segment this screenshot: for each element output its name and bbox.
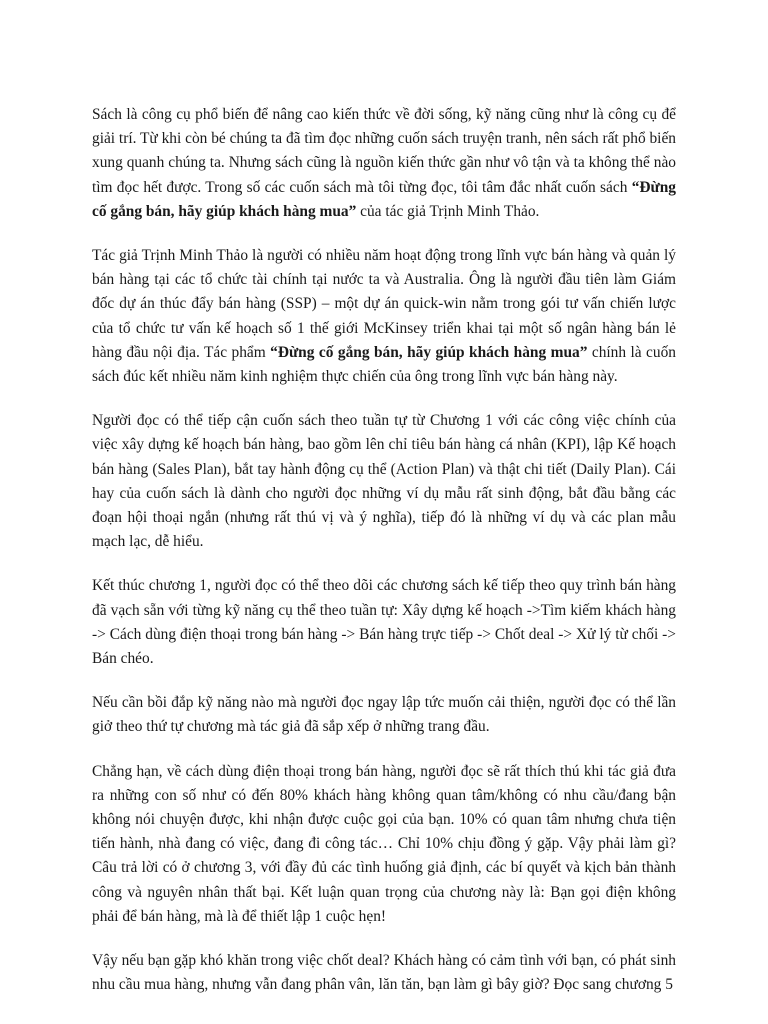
paragraph-skill-order <box>92 691 676 739</box>
text-run: Người đọc có thể tiếp cận cuốn sách theo tuần tự từ Chương 1 với các công việc chính của việc xây dựng kế hoạch bán hàng, bao gồm lên chỉ tiêu bán hàng cá nhân (KPI), lập Kế hoạch bán hàng (Sales Plan), bắt tay hành động cụ thể (Action Plan) và thật chi tiết (Daily Plan). Cái hay của cuốn sách là dành cho người đọc những ví dụ mẫu rất sinh động, bắt đầu bằng các đoạn hội thoại ngắn (nhưng rất thú vị và ý nghĩa), tiếp đó là những ví dụ và các plan mẫu mạch lạc, dễ hiểu. <box>92 412 676 551</box>
book-title-bold: “Đừng cố gắng bán, hãy giúp khách hàng mua” <box>270 343 588 361</box>
text-run: Tác giả Trịnh Minh Thảo là người có nhiều năm hoạt động trong lĩnh vực bán hàng và quản lý bán hàng tại các tổ chức tài chính tại nước ta và Australia. Ông là người đầu tiên làm Giám đốc dự án thúc đẩy bán hàng (SSP) – một dự án quick-win nằm trong gói tư vấn chiến lược của tổ chức tư vấn kế hoạch số 1 thế giới McKinsey triển khai tại một số ngân hàng bán lẻ hàng đầu nội địa. Tác phẩm <box>92 247 676 361</box>
paragraph-closing-deal <box>92 949 676 997</box>
paragraph-author <box>92 244 676 389</box>
text-run: Nếu cần bồi đắp kỹ năng nào mà người đọc ngay lập tức muốn cải thiện, người đọc có thể lần giở theo thứ tự chương mà tác giả đã sắp xếp ở những trang đầu. <box>92 694 676 736</box>
text-run: của tác giả Trịnh Minh Thảo. <box>356 202 540 220</box>
text-run: chính là cuốn sách đúc kết nhiều năm kinh nghiệm thực chiến của ông trong lĩnh vực bán hàng này. <box>92 343 676 386</box>
text-run: Kết thúc chương 1, người đọc có thể theo dõi các chương sách kế tiếp theo quy trình bán hàng đã vạch sẵn với từng kỹ năng cụ thể theo tuần tự: Xây dựng kế hoạch ->Tìm kiếm khách hàng -> Cách dùng điện thoại trong bán hàng -> Bán hàng trực tiếp -> Chốt deal -> Xử lý từ chối -> Bán chéo. <box>92 577 676 668</box>
paragraph-sales-process <box>92 574 676 671</box>
paragraph-phone-sales <box>92 760 676 929</box>
text-run: Chẳng hạn, về cách dùng điện thoại trong bán hàng, người đọc sẽ rất thích thú khi tác giả đưa ra những con số như có đến 80% khách hàng không quan tâm/không có nhu cầu/đang bận không nói chuyện được, khi nhận được cuộc gọi của bạn. 10% có quan tâm nhưng chưa tiện tiến hành, nhà đang có việc, đang đi công tác… Chỉ 10% chịu đồng ý gặp. Vậy phải làm gì? Câu trả lời có ở chương 3, với đầy đủ các tình huống giả định, các bí quyết và kịch bản thành công và nguyên nhân thất bại. Kết luận quan trọng của chương này là: Bạn gọi điện không phải để bán hàng, mà là để thiết lập 1 cuộc hẹn! <box>92 762 676 925</box>
paragraph-intro <box>92 103 676 224</box>
paragraph-chapter-one <box>92 409 676 554</box>
text-run: Sách là công cụ phổ biến để nâng cao kiến thức về đời sống, kỹ năng cũng như là công cụ để giải trí. Từ khi còn bé chúng ta đã tìm đọc những cuốn sách truyện tranh, nên sách rất phổ biến xung quanh chúng ta. Nhưng sách cũng là nguồn kiến thức gần như vô tận và ta không thể nào tìm đọc hết được. Trong số các cuốn sách mà tôi từng đọc, tôi tâm đắc nhất cuốn sách <box>92 106 676 196</box>
text-run: Vậy nếu bạn gặp khó khăn trong việc chốt deal? Khách hàng có cảm tình với bạn, có phát sinh nhu cầu mua hàng, nhưng vẫn đang phân vân, lăn tăn, bạn làm gì bây giờ? Đọc sang chương 5 <box>92 952 676 994</box>
document-body <box>92 103 676 1018</box>
book-title-bold: “Đừng cố gắng bán, hãy giúp khách hàng mua” <box>92 178 676 220</box>
